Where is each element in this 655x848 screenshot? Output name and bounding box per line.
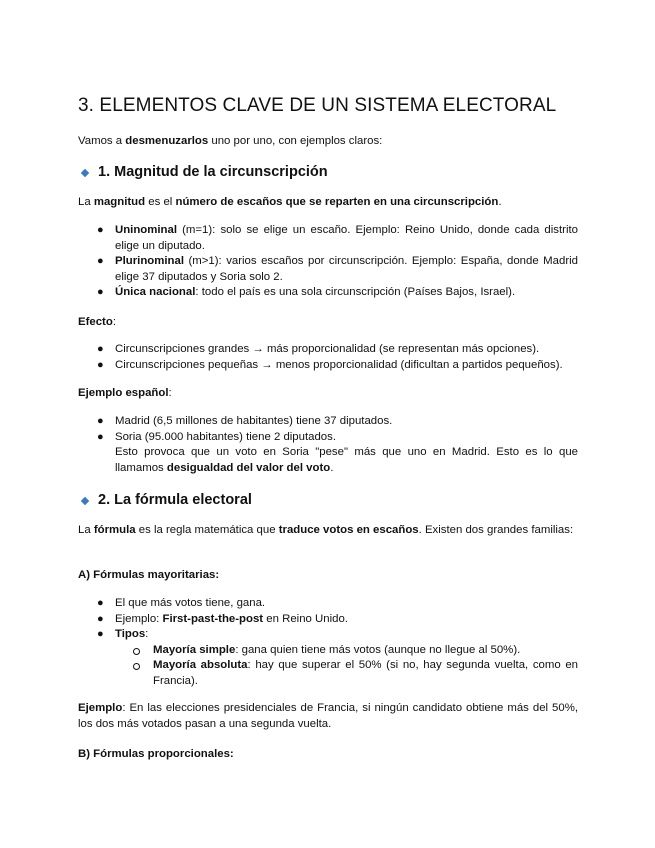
subheading-b bbox=[78, 746, 578, 762]
section2-heading-text: 2. La fórmula electoral bbox=[98, 492, 252, 508]
list-item bbox=[78, 414, 578, 430]
bullet-icon: ● bbox=[97, 286, 104, 298]
subheading-b-text: B) Fórmulas proporcionales: bbox=[78, 748, 234, 760]
def-c: es la regla matemática que bbox=[135, 524, 279, 536]
circle-bullet-icon bbox=[133, 663, 140, 670]
item-text: El que más votos tiene, gana. bbox=[115, 597, 266, 609]
intro-pre: Vamos a bbox=[78, 135, 126, 147]
majority-list bbox=[78, 596, 578, 689]
effect-label-text: Efecto bbox=[78, 316, 113, 328]
def-d: traduce votos en escaños bbox=[278, 524, 419, 536]
list-item bbox=[78, 596, 578, 612]
def-b: fórmula bbox=[93, 524, 136, 536]
example-text: : En las elecciones presidenciales de Francia, si ningún candidato obtiene más del 50%, los dos más votados pasan a una segunda vuelta. bbox=[78, 702, 578, 730]
circle-bullet-icon bbox=[133, 648, 140, 655]
diamond-bullet-icon bbox=[81, 168, 89, 176]
def-d: número de escaños que se reparten en una circunscripción bbox=[175, 196, 499, 208]
item-bold: Uninominal bbox=[115, 224, 178, 236]
def-b: magnitud bbox=[93, 196, 146, 208]
bullet-icon: ● bbox=[97, 430, 104, 443]
bullet-icon: ● bbox=[97, 343, 104, 355]
list-item bbox=[78, 612, 578, 628]
item-text: Circunscripciones pequeñas → menos proporcionalidad (dificultan a partidos pequeños). bbox=[115, 358, 563, 371]
intro-paragraph bbox=[78, 133, 578, 149]
note-bold: desigualdad del valor del voto bbox=[166, 461, 331, 474]
sub-item-text: : hay que superar el 50% (si no, hay segunda vuelta, como en Francia). bbox=[153, 659, 578, 687]
item-bold: First-past-the-post bbox=[162, 612, 264, 625]
note-post: . bbox=[330, 461, 334, 474]
example-label-text: Ejemplo español bbox=[78, 387, 169, 399]
section2-definition bbox=[78, 522, 578, 538]
section1-heading-text: 1. Magnitud de la circunscripción bbox=[98, 164, 328, 180]
list-item bbox=[78, 285, 578, 301]
effect-list bbox=[78, 342, 578, 373]
section2-example bbox=[78, 700, 578, 732]
item-text: Madrid (6,5 millones de habitantes) tiene 37 diputados. bbox=[115, 415, 393, 427]
diamond-bullet-icon bbox=[81, 496, 89, 504]
note-pre: Esto provoca que un voto en Soria "pese" más que uno en Madrid. Esto es lo que llamamos bbox=[115, 446, 578, 474]
def-a: La bbox=[78, 196, 94, 208]
example-bold: Ejemplo bbox=[78, 702, 123, 714]
def-e: . bbox=[498, 196, 502, 208]
list-item bbox=[78, 254, 578, 285]
item-pre: Ejemplo: bbox=[115, 612, 163, 625]
example-list bbox=[78, 414, 578, 476]
item-text: Soria (95.000 habitantes) tiene 2 diputados. bbox=[115, 430, 337, 443]
list-item bbox=[78, 430, 578, 477]
sub-item-text: : gana quien tiene más votos (aunque no llegue al 50%). bbox=[235, 643, 521, 656]
bullet-icon: ● bbox=[97, 612, 104, 625]
item-bold: Única nacional bbox=[115, 286, 196, 298]
sub-list-item bbox=[115, 643, 578, 659]
section1-heading bbox=[82, 164, 328, 180]
item-bold: Plurinominal bbox=[115, 255, 184, 267]
item-text: : todo el país es una sola circunscripción (Países Bajos, Israel). bbox=[195, 286, 516, 298]
def-e: . Existen dos grandes familias: bbox=[418, 524, 574, 536]
bullet-icon: ● bbox=[97, 597, 104, 609]
list-item bbox=[78, 342, 578, 358]
def-a: La bbox=[78, 524, 94, 536]
bullet-icon: ● bbox=[97, 358, 104, 371]
sub-item-bold: Mayoría absoluta bbox=[153, 659, 248, 671]
item-text: Circunscripciones grandes → más proporcionalidad (se representan más opciones). bbox=[115, 343, 540, 355]
example-label: Ejemplo español: bbox=[78, 387, 172, 399]
item-text: (m>1): varios escaños por circunscripción. Ejemplo: España, donde Madrid elige 37 diputados y Soria solo 2. bbox=[115, 255, 578, 283]
page-title: 3. ELEMENTOS CLAVE DE UN SISTEMA ELECTORAL bbox=[78, 95, 557, 116]
section1-definition bbox=[78, 194, 578, 210]
tipos-list bbox=[115, 643, 578, 690]
item-post: : bbox=[145, 628, 149, 640]
item-post: en Reino Unido. bbox=[263, 612, 348, 625]
def-c: es el bbox=[145, 196, 176, 208]
intro-bold: desmenuzarlos bbox=[125, 135, 209, 147]
list-item bbox=[78, 358, 578, 374]
sub-list-item bbox=[115, 658, 578, 689]
bullet-icon: ● bbox=[97, 415, 104, 427]
section2-heading bbox=[82, 492, 252, 508]
bullet-icon: ● bbox=[97, 255, 104, 267]
sub-item-bold: Mayoría simple bbox=[153, 643, 236, 656]
subheading-a-text: A) Fórmulas mayoritarias: bbox=[78, 569, 220, 581]
magnitude-list bbox=[78, 223, 578, 301]
intro-post: uno por uno, con ejemplos claros: bbox=[208, 135, 383, 147]
item-bold: Tipos bbox=[115, 628, 146, 640]
item-text: (m=1): solo se elige un escaño. Ejemplo: Reino Unido, donde cada distrito elige un diputado. bbox=[115, 224, 578, 252]
list-item bbox=[78, 223, 578, 254]
effect-label: Efecto: bbox=[78, 316, 116, 328]
subheading-a bbox=[78, 567, 578, 583]
bullet-icon: ● bbox=[97, 628, 104, 640]
list-item bbox=[78, 627, 578, 689]
bullet-icon: ● bbox=[97, 224, 104, 236]
